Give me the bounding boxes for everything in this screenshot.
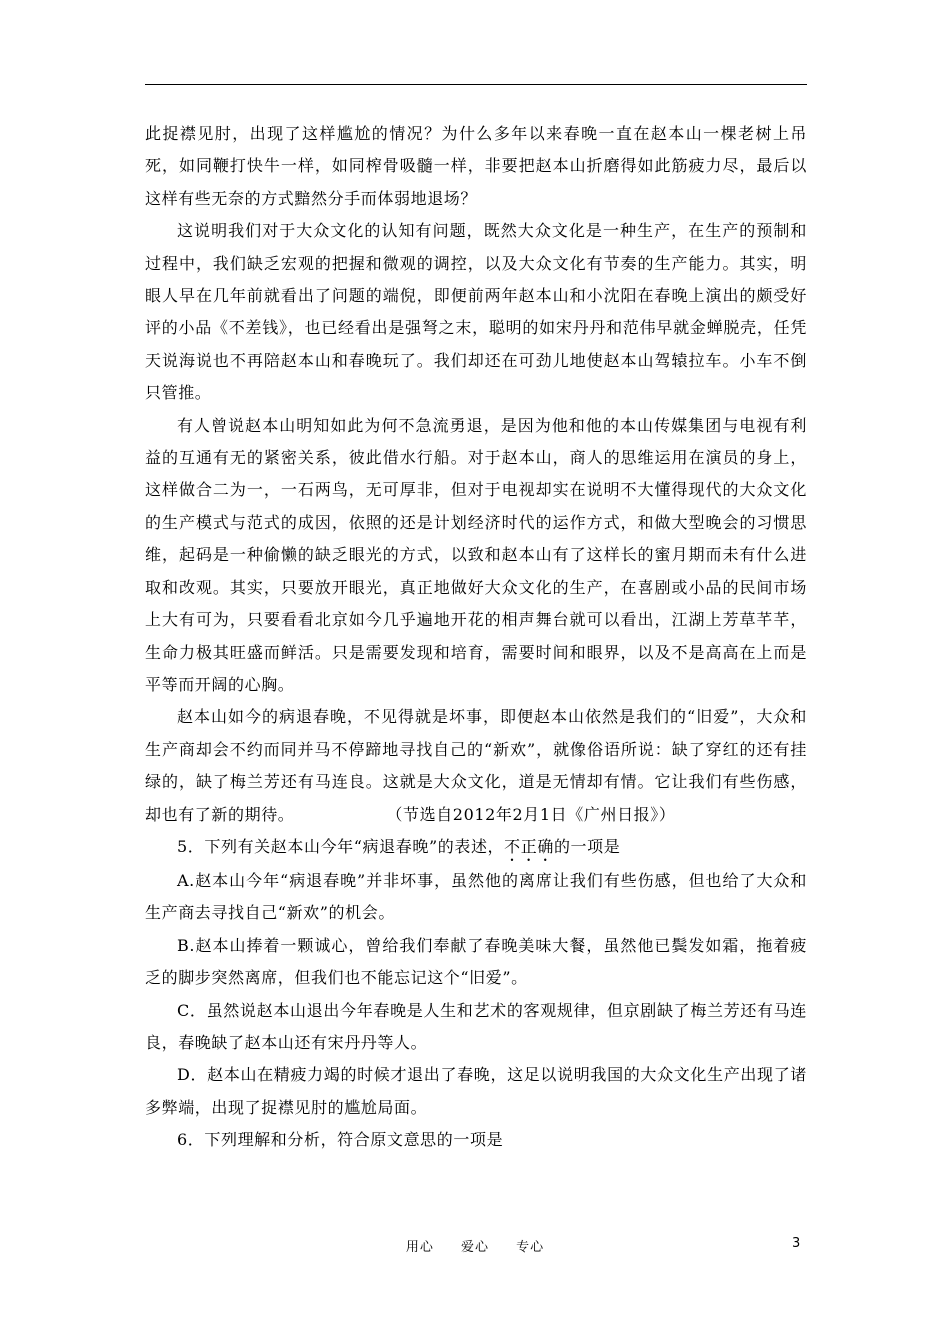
question-5-option-b: B.赵本山捧着一颗诚心，曾给我们奉献了春晚美味大餐，虽然他已鬓发如霜，拖着疲乏的脚步突然离席，但我们也不能忘记这个“旧爱”。 [145, 935, 807, 988]
source-citation: （节选自2012年2月1日《广州日报》） [394, 804, 676, 824]
page-number: 3 [792, 1236, 801, 1251]
header-rule [145, 84, 807, 85]
question-5-option-d: D．赵本山在精疲力竭的时候才退出了春晚，这足以说明我国的大众文化生产出现了诸多弊端，出现了捉襟见肘的尴尬局面。 [145, 1065, 807, 1117]
page-content [145, 118, 807, 1157]
paragraph-4-text: 赵本山如今的病退春晚，不见得就是坏事，即便赵本山依然是我们的“旧爱”，大众和生产商却会不约而同并马不停蹄地寻找自己的“新欢”，就像俗语所说：缺了穿红的还有挂绿的，缺了梅兰芳还有马连良。这就是大众文化，道是无情却有情。它让我们有些伤感，却也有了新的期待。 [145, 707, 807, 824]
question-5-stem-after: 的一项是 [553, 836, 621, 856]
paragraph-3: 有人曾说赵本山明知如此为何不急流勇退，是因为他和他的本山传媒集团与电视有利益的互通有无的紧密关系，彼此借水行船。对于赵本山，商人的思维运用在演员的身上，这样做合二为一，一石两鸟，无可厚非，但对于电视却实在说明不大懂得现代的大众文化的生产模式与范式的成因，依照的还是计划经济时代的运作方式，和做大型晚会的习惯思维，起码是一种偷懒的缺乏眼光的方式，以致和赵本山有了这样长的蜜月期而未有什么进取和改观。其实，只要放开眼光，真正地做好大众文化的生产，在喜剧或小品的民间市场上大有可为，只要看看北京如今几乎遍地开花的相声舞台就可以看出，江湖上芳草芊芊，生命力极其旺盛而鲜活。只是需要发现和培育，需要时间和眼界，以及不是高高在上而是平等而开阔的心胸。 [145, 415, 807, 694]
paragraph-4 [145, 701, 807, 831]
question-5-stem-emphasis: 不正确 [504, 836, 554, 856]
paragraph-1-continued: 此捉襟见肘，出现了这样尴尬的情况？为什么多年以来春晚一直在赵本山一棵老树上吊死，如同鞭打快牛一样，如同榨骨吸髓一样，非要把赵本山折磨得如此筋疲力尽，最后以这样有些无奈的方式黯然分手而体弱地退场？ [145, 124, 807, 208]
question-5-stem-before: 5．下列有关赵本山今年“病退春晚”的表述， [177, 836, 505, 856]
paragraph-2: 这说明我们对于大众文化的认知有问题，既然大众文化是一种生产，在生产的预制和过程中，我们缺乏宏观的把握和微观的调控，以及大众文化有节奏的生产能力。其实，明眼人早在几年前就看出了问题的端倪，即便前两年赵本山和小沈阳在春晚上演出的颇受好评的小品《不差钱》，也已经看出是强弩之末，聪明的如宋丹丹和范伟早就金蝉脱壳，任凭天说海说也不再陪赵本山和春晚玩了。我们却还在可劲儿地使赵本山驾辕拉车。小车不倒只管推。 [145, 221, 807, 403]
question-5-stem [145, 831, 807, 865]
question-5-option-a: A.赵本山今年“病退春晚”并非坏事，虽然他的离席让我们有些伤感，但也给了大众和生产商去寻找自己“新欢”的机会。 [145, 870, 807, 923]
footer-motto: 用心 爱心 专心 [405, 1240, 545, 1255]
question-5-option-c: C．虽然说赵本山退出今年春晚是人生和艺术的客观规律，但京剧缺了梅兰芳还有马连良，春晚缺了赵本山还有宋丹丹等人。 [145, 1000, 807, 1052]
question-6-stem: 6．下列理解和分析，符合原文意思的一项是 [177, 1130, 504, 1150]
